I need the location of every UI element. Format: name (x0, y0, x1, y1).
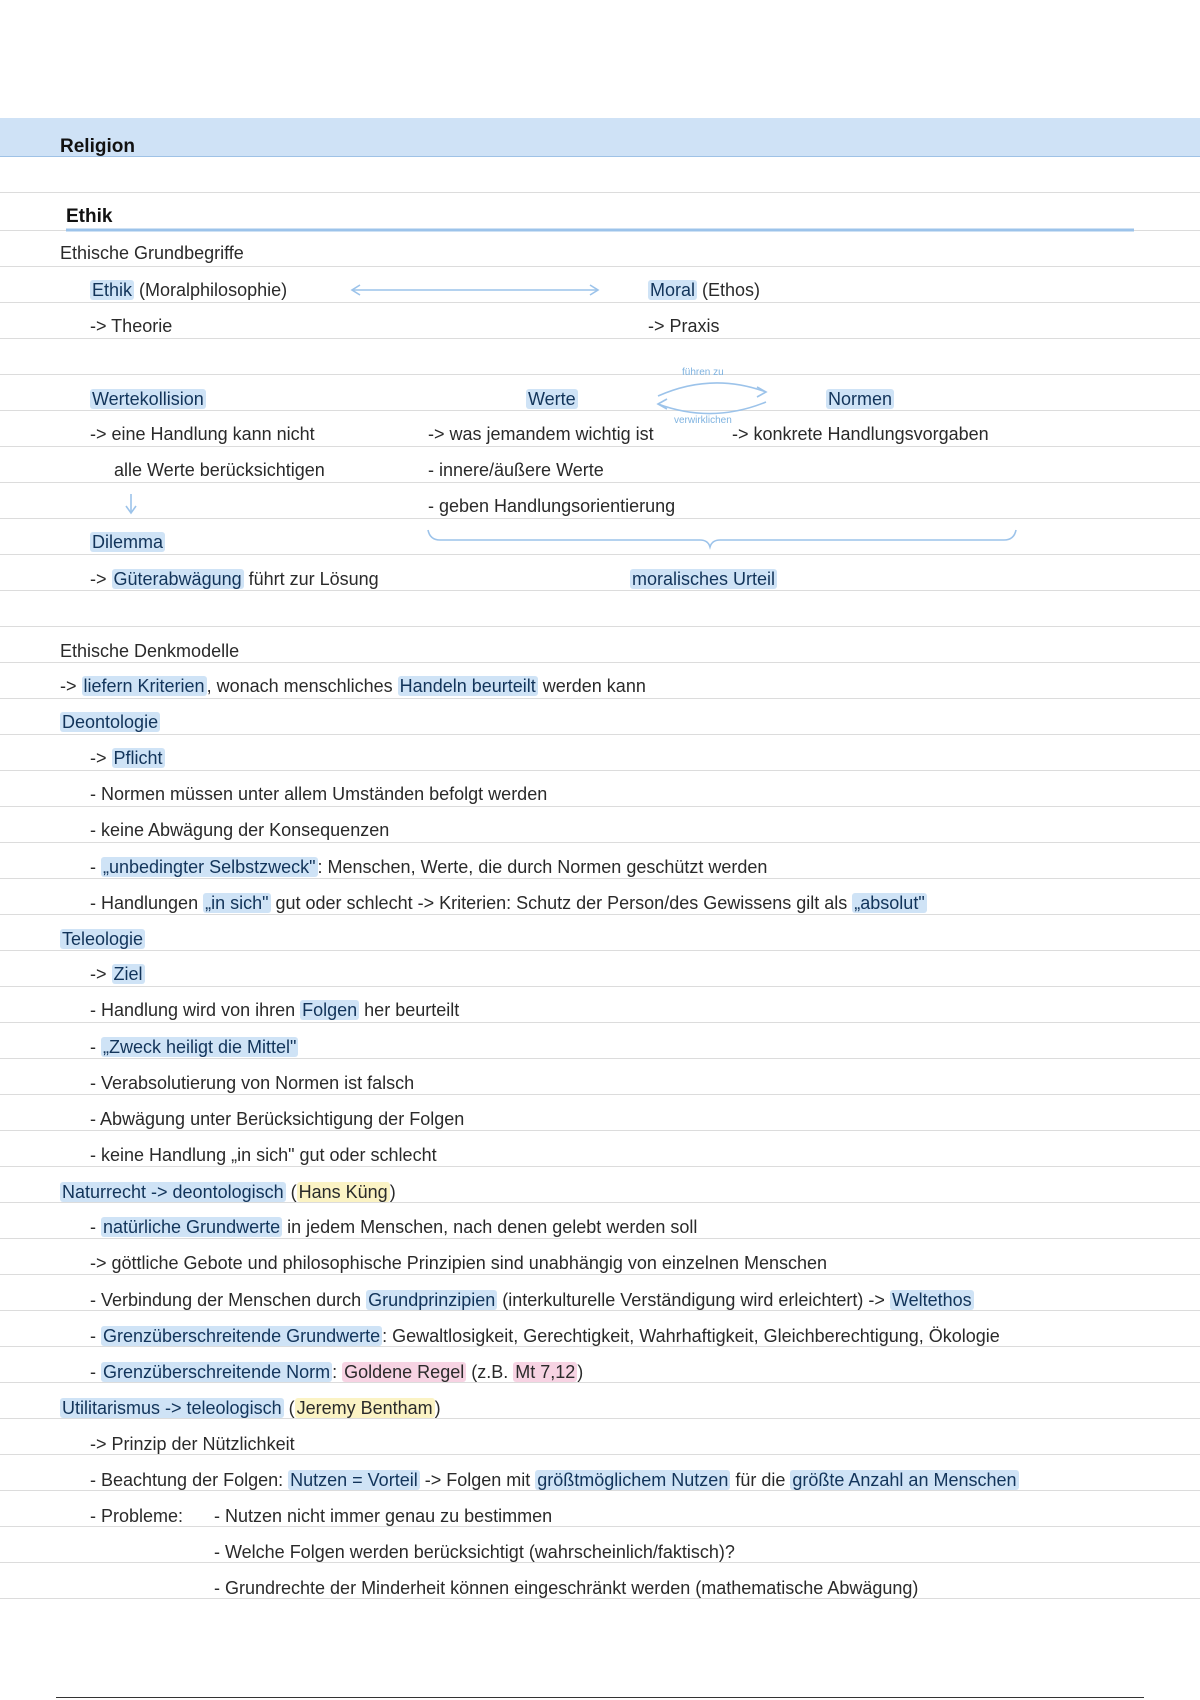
grundbegriffe-heading: Ethische Grundbegriffe (60, 243, 244, 263)
util-line-1: -> Prinzip der Nützlichkeit (90, 1434, 295, 1454)
tele-line-2: - Handlung wird von ihren Folgen her beurteilt (90, 1000, 460, 1020)
natur-line-3: - Verbindung der Menschen durch Grundprinzipien (interkulturelle Verständigung wird erleichtert) -> Weltethos (90, 1290, 972, 1310)
normen-label: Normen (828, 389, 893, 409)
ruled-line (0, 1166, 1200, 1167)
natur-line-1: - natürliche Grundwerte in jedem Menschen, nach denen gelebt werden soll (90, 1217, 698, 1237)
ruled-line (0, 1058, 1200, 1059)
deon-line-3: - keine Abwägung der Konsequenzen (90, 820, 390, 840)
werte-line-2: - innere/äußere Werte (428, 460, 604, 480)
tele-line-5: - Abwägung unter Berücksichtigung der Folgen (90, 1109, 465, 1129)
ruled-line (0, 914, 1200, 915)
denkmodelle-intro: -> liefern Kriterien , wonach menschliches Handeln beurteilt werden kann (60, 676, 646, 696)
deon-line-5: - Handlungen „in sich" gut oder schlecht -> Kriterien: Schutz der Person/des Gewissens gilt als „absolut" (90, 893, 925, 913)
moral-paren: (Ethos) (697, 280, 761, 300)
ruled-line (0, 590, 1200, 591)
bottom-line (56, 1697, 1144, 1698)
ruled-line (0, 1094, 1200, 1095)
ruled-line (0, 338, 1200, 339)
ruled-line (0, 1274, 1200, 1275)
tele-line-3: - „Zweck heiligt die Mittel" (90, 1037, 297, 1057)
ruled-line (0, 1238, 1200, 1239)
wertekollision-label: Wertekollision (92, 389, 204, 409)
ruled-line (0, 518, 1200, 519)
ruled-line (0, 662, 1200, 663)
ruled-line (0, 950, 1200, 951)
ruled-line (0, 230, 1200, 231)
deon-line-2: - Normen müssen unter allem Umständen befolgt werden (90, 784, 548, 804)
ruled-line (0, 734, 1200, 735)
ethik-label: Ethik (92, 280, 133, 300)
ethik-paren: (Moralphilosophie) (134, 280, 288, 300)
deon-line-1: -> Pflicht (90, 748, 163, 768)
ruled-line (0, 770, 1200, 771)
ruled-line (0, 842, 1200, 843)
tele-line-6: - keine Handlung „in sich" gut oder schlecht (90, 1145, 437, 1165)
ruled-line (0, 626, 1200, 627)
ruled-line (0, 374, 1200, 375)
section-title: Ethik (66, 206, 113, 227)
ruled-line (0, 1022, 1200, 1023)
ruled-line (0, 1130, 1200, 1131)
subject-title: Religion (60, 136, 135, 157)
ruled-line (0, 446, 1200, 447)
praxis-text: -> Praxis (648, 316, 720, 336)
ruled-line (0, 482, 1200, 483)
ruled-line (0, 698, 1200, 699)
ruled-line (0, 554, 1200, 555)
ruled-line (0, 986, 1200, 987)
util-problem-2: - Welche Folgen werden berücksichtigt (wahrscheinlich/faktisch)? (214, 1542, 735, 1562)
utilitarismus-heading: Utilitarismus -> teleologisch ( Jeremy Bentham ) (62, 1398, 441, 1418)
natur-line-5: - Grenzüberschreitende Norm : Goldene Regel (z.B. Mt 7,12 ) (90, 1362, 584, 1382)
ruled-line (0, 878, 1200, 879)
util-problem-1: - Nutzen nicht immer genau zu bestimmen (214, 1506, 553, 1526)
fuehren-zu-label: führen zu (682, 367, 724, 378)
werte-line-1: -> was jemandem wichtig ist (428, 424, 654, 444)
deon-line-4: - „unbedingter Selbstzweck" : Menschen, Werte, die durch Normen geschützt werden (90, 857, 768, 877)
tele-line-1: -> Ziel (90, 964, 143, 984)
naturrecht-heading: Naturrecht -> deontologisch ( Hans Küng ) (62, 1182, 396, 1202)
denkmodelle-heading: Ethische Denkmodelle (60, 641, 240, 661)
deontologie-heading: Deontologie (62, 712, 159, 732)
werte-normen-arc-top (658, 383, 766, 396)
ruled-line (0, 806, 1200, 807)
werte-line-3: - geben Handlungsorientierung (428, 496, 676, 516)
normen-line-1: -> konkrete Handlungsvorgaben (732, 424, 989, 444)
wk-line-1: -> eine Handlung kann nicht (90, 424, 315, 444)
util-line-2: - Beachtung der Folgen: Nutzen = Vorteil -> Folgen mit größtmöglichem Nutzen für die größte Anzahl an Menschen (90, 1470, 1017, 1490)
ethik-term (90, 279, 287, 301)
moral-term (648, 279, 760, 301)
natur-line-4: - Grenzüberschreitende Grundwerte : Gewaltlosigkeit, Gerechtigkeit, Wahrhaftigkeit, Gleichberechtigung, Ökologie (90, 1326, 1000, 1346)
ruled-line (0, 266, 1200, 267)
util-probleme-label: - Probleme: (90, 1506, 184, 1526)
natur-line-2: -> göttliche Gebote und philosophische Prinzipien sind unabhängig von einzelnen Menschen (90, 1253, 828, 1273)
wk-line-2: alle Werte berücksichtigen (114, 460, 325, 480)
urteil-label: moralisches Urteil (632, 569, 776, 589)
gueter-line: -> Güterabwägung führt zur Lösung (90, 569, 379, 589)
verwirklichen-label: verwirklichen (674, 415, 732, 426)
ruled-line (0, 410, 1200, 411)
werte-label: Werte (528, 389, 576, 409)
theorie-text: -> Theorie (90, 316, 173, 336)
brace (428, 530, 1016, 547)
ruled-line (0, 192, 1200, 193)
dilemma-label: Dilemma (92, 532, 164, 552)
teleologie-heading: Teleologie (62, 929, 144, 949)
util-problem-3: - Grundrechte der Minderheit können eingeschränkt werden (mathematische Abwägung) (214, 1578, 919, 1598)
tele-line-4: - Verabsolutierung von Normen ist falsch (90, 1073, 415, 1093)
subject-header-band (0, 118, 1200, 157)
moral-label: Moral (650, 280, 696, 300)
ruled-line (0, 302, 1200, 303)
